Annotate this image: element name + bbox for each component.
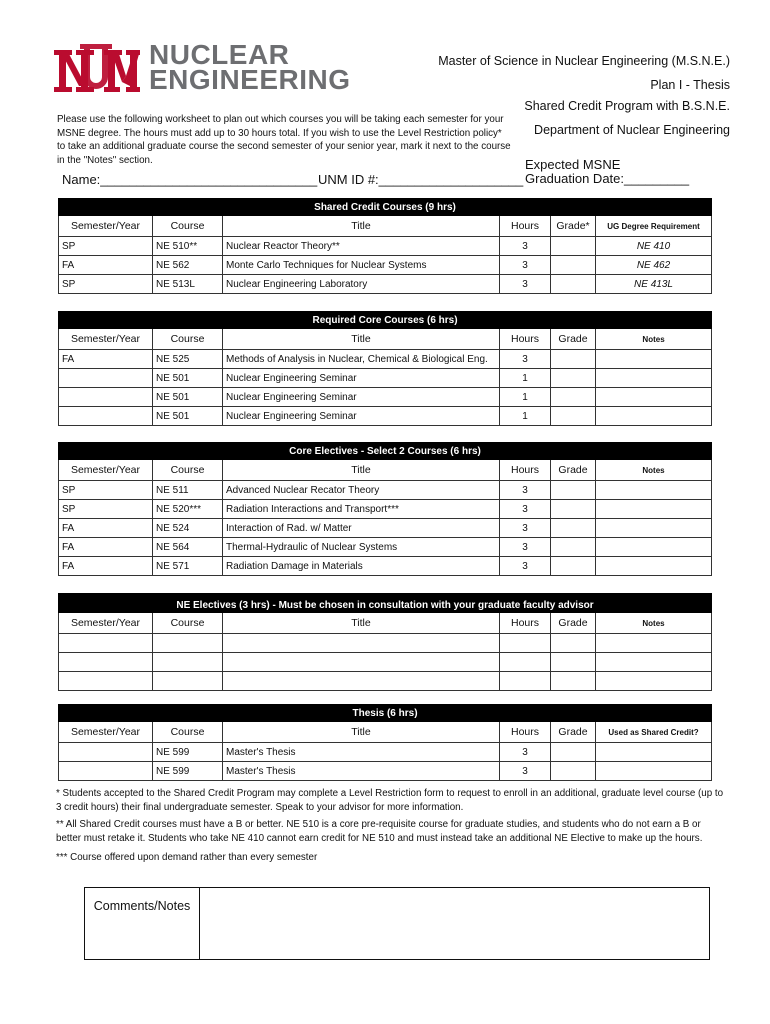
unm-logo-mark [52, 42, 140, 100]
header-program: Shared Credit Program with B.S.N.E. [524, 99, 730, 113]
course-cell: NE 524 [153, 519, 223, 538]
table-row [59, 762, 712, 781]
semester-cell[interactable]: FA [59, 557, 153, 576]
unm-logo [52, 39, 352, 100]
col-semester: Semester/Year [59, 722, 153, 743]
hours-cell: 3 [500, 538, 551, 557]
course-cell: NE 525 [153, 350, 223, 369]
semester-cell[interactable]: FA [59, 538, 153, 557]
notes-cell[interactable] [596, 369, 712, 388]
semester-cell[interactable] [59, 762, 153, 781]
grade-cell[interactable] [551, 557, 596, 576]
comments-label: Comments/Notes [85, 888, 200, 959]
ne-electives-table [58, 593, 712, 691]
grade-cell[interactable] [551, 275, 596, 294]
col-title: Title [223, 722, 500, 743]
grade-cell[interactable] [551, 237, 596, 256]
table-row [59, 350, 712, 369]
title-cell: Master's Thesis [223, 743, 500, 762]
title-cell: Advanced Nuclear Recator Theory [223, 481, 500, 500]
col-course: Course [153, 613, 223, 634]
notes-cell[interactable] [596, 350, 712, 369]
semester-cell[interactable]: SP [59, 275, 153, 294]
title-cell: Nuclear Reactor Theory** [223, 237, 500, 256]
title-cell: Nuclear Engineering Seminar [223, 369, 500, 388]
course-cell: NE 564 [153, 538, 223, 557]
ug-requirement-cell: NE 413L [596, 275, 712, 294]
table-row [59, 481, 712, 500]
hours-cell: 1 [500, 407, 551, 426]
col-grade: Grade [551, 613, 596, 634]
col-notes: Notes [596, 329, 712, 350]
col-semester: Semester/Year [59, 613, 153, 634]
semester-cell[interactable]: SP [59, 237, 153, 256]
title-cell: Radiation Interactions and Transport*** [223, 500, 500, 519]
grade-cell[interactable] [551, 743, 596, 762]
footnote-shared-credit-grade: ** All Shared Credit courses must have a B or better. NE 510 is a core pre-requisite course for graduate studies, and students who do not earn a B or better must retake it. Students who take NE 410 cannot earn credit for NE 510 and must instead take an additional NE Elective to make up the hours. [56, 819, 703, 844]
shared-credit-cell[interactable] [596, 762, 712, 781]
col-title: Title [223, 216, 500, 237]
grade-cell[interactable] [551, 538, 596, 557]
ug-requirement-cell: NE 410 [596, 237, 712, 256]
title-cell: Methods of Analysis in Nuclear, Chemical & Biological Eng. [223, 350, 500, 369]
table-row [59, 407, 712, 426]
comments-box[interactable] [84, 887, 710, 960]
col-grade: Grade [551, 460, 596, 481]
shared-credit-title: Shared Credit Courses (9 hrs) [59, 199, 712, 216]
hours-cell: 3 [500, 275, 551, 294]
hours-cell[interactable] [500, 653, 551, 672]
notes-cell[interactable] [596, 519, 712, 538]
hours-cell: 1 [500, 388, 551, 407]
grade-cell[interactable] [551, 653, 596, 672]
title-cell[interactable] [223, 672, 500, 691]
grade-cell[interactable] [551, 388, 596, 407]
instructions-text: Please use the following worksheet to plan out which courses you will be taking each semester for your MSNE degree. The hours must add up to 30 hours total. If you wish to use the Level Restriction policy* to take an additional graduate course the second semester of your senior year, mark it next to the course in the "Notes" section. [57, 114, 511, 166]
semester-cell[interactable]: FA [59, 350, 153, 369]
table-row [59, 388, 712, 407]
col-title: Title [223, 460, 500, 481]
course-cell: NE 520*** [153, 500, 223, 519]
course-cell: NE 501 [153, 388, 223, 407]
notes-cell[interactable] [596, 500, 712, 519]
notes-cell[interactable] [596, 653, 712, 672]
course-cell[interactable] [153, 634, 223, 653]
semester-cell[interactable] [59, 407, 153, 426]
course-cell: NE 510** [153, 237, 223, 256]
semester-cell[interactable] [59, 369, 153, 388]
semester-cell[interactable]: SP [59, 481, 153, 500]
expected-line-2: Graduation Date:_________ [525, 171, 690, 186]
table-row [59, 275, 712, 294]
grade-cell[interactable] [551, 500, 596, 519]
required-core-title: Required Core Courses (6 hrs) [59, 312, 712, 329]
col-hours: Hours [500, 216, 551, 237]
course-cell: NE 562 [153, 256, 223, 275]
hours-cell: 3 [500, 519, 551, 538]
col-hours: Hours [500, 613, 551, 634]
notes-cell[interactable] [596, 634, 712, 653]
table-row [59, 538, 712, 557]
title-cell: Radiation Damage in Materials [223, 557, 500, 576]
expected-graduation-field[interactable] [525, 158, 689, 186]
col-hours: Hours [500, 329, 551, 350]
col-course: Course [153, 460, 223, 481]
col-ug-requirement: UG Degree Requirement [596, 216, 712, 237]
course-cell: NE 571 [153, 557, 223, 576]
col-course: Course [153, 329, 223, 350]
col-semester: Semester/Year [59, 460, 153, 481]
hours-cell[interactable] [500, 672, 551, 691]
notes-cell[interactable] [596, 388, 712, 407]
footnote-on-demand: *** Course offered upon demand rather than every semester [56, 852, 318, 863]
col-grade: Grade* [551, 216, 596, 237]
course-cell[interactable] [153, 672, 223, 691]
course-cell: NE 599 [153, 743, 223, 762]
table-row [59, 369, 712, 388]
header-department: Department of Nuclear Engineering [534, 123, 730, 137]
grade-cell[interactable] [551, 369, 596, 388]
core-electives-title: Core Electives - Select 2 Courses (6 hrs) [59, 443, 712, 460]
shared-credit-cell[interactable] [596, 743, 712, 762]
hours-cell[interactable] [500, 634, 551, 653]
course-cell: NE 513L [153, 275, 223, 294]
course-cell: NE 511 [153, 481, 223, 500]
grade-cell[interactable] [551, 350, 596, 369]
hours-cell: 3 [500, 762, 551, 781]
title-cell: Thermal-Hydraulic of Nuclear Systems [223, 538, 500, 557]
title-cell: Nuclear Engineering Seminar [223, 407, 500, 426]
table-row [59, 256, 712, 275]
name-field[interactable]: Name:______________________________ [62, 172, 318, 187]
table-row [59, 743, 712, 762]
title-cell: Interaction of Rad. w/ Matter [223, 519, 500, 538]
thesis-title: Thesis (6 hrs) [59, 705, 712, 722]
semester-cell[interactable] [59, 672, 153, 691]
hours-cell: 3 [500, 557, 551, 576]
grade-cell[interactable] [551, 519, 596, 538]
col-notes: Notes [596, 613, 712, 634]
hours-cell: 1 [500, 369, 551, 388]
grade-cell[interactable] [551, 256, 596, 275]
course-cell: NE 501 [153, 407, 223, 426]
hours-cell: 3 [500, 481, 551, 500]
notes-cell[interactable] [596, 538, 712, 557]
title-cell[interactable] [223, 634, 500, 653]
table-row [59, 557, 712, 576]
semester-cell[interactable] [59, 653, 153, 672]
col-course: Course [153, 216, 223, 237]
grade-cell[interactable] [551, 672, 596, 691]
col-semester: Semester/Year [59, 216, 153, 237]
course-cell: NE 501 [153, 369, 223, 388]
notes-cell[interactable] [596, 672, 712, 691]
grade-cell[interactable] [551, 407, 596, 426]
col-used-shared-credit: Used as Shared Credit? [596, 722, 712, 743]
header-plan: Plan I - Thesis [650, 78, 730, 92]
col-course: Course [153, 722, 223, 743]
logo-line-2: ENGINEERING [149, 64, 351, 95]
hours-cell: 3 [500, 743, 551, 762]
title-cell: Nuclear Engineering Laboratory [223, 275, 500, 294]
expected-line-1: Expected MSNE [525, 157, 621, 172]
table-row [59, 653, 712, 672]
col-semester: Semester/Year [59, 329, 153, 350]
col-grade: Grade [551, 329, 596, 350]
core-electives-table [58, 442, 712, 576]
course-cell: NE 599 [153, 762, 223, 781]
grade-cell[interactable] [551, 481, 596, 500]
semester-cell[interactable]: FA [59, 256, 153, 275]
thesis-table [58, 704, 712, 781]
name-id-row [62, 172, 524, 187]
shared-credit-table [58, 198, 712, 294]
col-hours: Hours [500, 460, 551, 481]
header-degree: Master of Science in Nuclear Engineering (M.S.N.E.) [438, 54, 730, 68]
ne-electives-title: NE Electives (3 hrs) - Must be chosen in consultation with your graduate faculty advisor [59, 594, 712, 613]
table-row [59, 237, 712, 256]
notes-cell[interactable] [596, 481, 712, 500]
table-row [59, 519, 712, 538]
semester-cell[interactable] [59, 634, 153, 653]
title-cell: Nuclear Engineering Seminar [223, 388, 500, 407]
ug-requirement-cell: NE 462 [596, 256, 712, 275]
logo-wordmark [149, 39, 351, 95]
col-hours: Hours [500, 722, 551, 743]
title-cell: Monte Carlo Techniques for Nuclear Systems [223, 256, 500, 275]
table-row [59, 672, 712, 691]
unm-id-field[interactable]: UNM ID #:____________________ [318, 172, 524, 187]
col-title: Title [223, 329, 500, 350]
col-title: Title [223, 613, 500, 634]
table-row [59, 634, 712, 653]
required-core-table [58, 311, 712, 426]
title-cell: Master's Thesis [223, 762, 500, 781]
grade-cell[interactable] [551, 762, 596, 781]
footnote-level-restriction: * Students accepted to the Shared Credit Program may complete a Level Restriction form to request to enroll in an additional, graduate level course (up to 3 credit hours) their final undergraduate semester. Speak to your advisor for more information. [56, 788, 724, 813]
semester-cell[interactable] [59, 743, 153, 762]
hours-cell: 3 [500, 350, 551, 369]
hours-cell: 3 [500, 237, 551, 256]
col-grade: Grade [551, 722, 596, 743]
grade-cell[interactable] [551, 634, 596, 653]
notes-cell[interactable] [596, 407, 712, 426]
semester-cell[interactable]: FA [59, 519, 153, 538]
semester-cell[interactable]: SP [59, 500, 153, 519]
hours-cell: 3 [500, 500, 551, 519]
table-row [59, 500, 712, 519]
course-cell[interactable] [153, 653, 223, 672]
title-cell[interactable] [223, 653, 500, 672]
semester-cell[interactable] [59, 388, 153, 407]
logo-line-1: NUCLEAR [149, 39, 290, 70]
notes-cell[interactable] [596, 557, 712, 576]
hours-cell: 3 [500, 256, 551, 275]
col-notes: Notes [596, 460, 712, 481]
